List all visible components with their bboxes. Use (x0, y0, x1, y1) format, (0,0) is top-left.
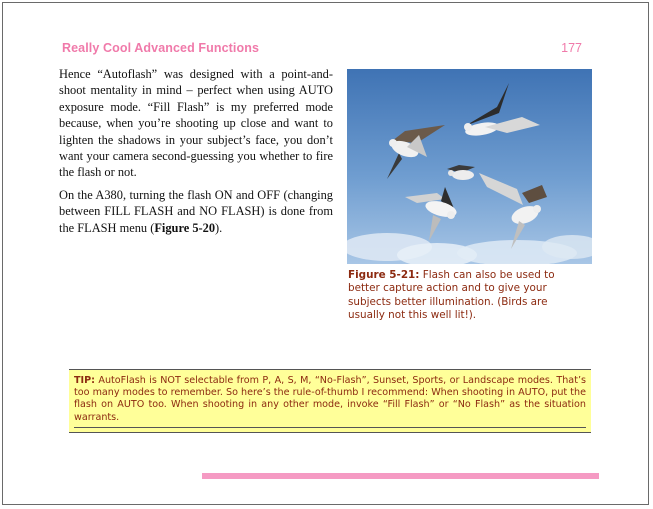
tip-content (74, 375, 586, 428)
figure-caption-text: Flash can also be used to better capture action and to give your subjects better illumination. (Birds are usually not this well lit!). (348, 269, 555, 322)
running-header-title: Really Cool Advanced Functions (62, 41, 260, 55)
page-number: 177 (561, 41, 582, 55)
tip-label: TIP: (74, 375, 95, 386)
tip-callout (69, 369, 591, 433)
body-text (59, 66, 333, 242)
paragraph-flash-menu (59, 187, 333, 236)
paragraph-autoflash: Hence “Autoflash” was designed with a point-and-shoot mentality in mind – perfect when using AUTO exposure mode. “Fill Flash” is my preferred mode because, when you’re shooting up close and want to lighten the shadows in your subject’s face, you don’t want your camera second-guessing you whether to fire the flash or not. (59, 67, 333, 180)
figure-reference: Figure 5-20 (154, 220, 216, 235)
paragraph-flash-menu-lead: On the A380, turning the flash ON and OFF (changing between FILL FLASH and NO FLASH) is done from the FLASH menu ( (59, 187, 333, 235)
figure-photo-seagulls (347, 69, 592, 264)
tip-text: AutoFlash is NOT selectable from P, A, S, M, “No-Flash”, Sunset, Sports, or Landscape modes. That’s too many modes to remember. So here’s the rule-of-thumb I recommend: When shooting in AUTO, put the flash on AUTO too. When shooting in any other mode, invoke “Fill Flash” or “No Flash” as the situation warrants. (74, 375, 586, 423)
document-page (2, 2, 649, 505)
paragraph-flash-menu-tail: ). (215, 220, 223, 235)
seagulls-photo-illustration (347, 69, 592, 264)
figure-caption-label: Figure 5-21: (348, 269, 420, 281)
figure-caption (348, 269, 570, 323)
footer-accent-bar (202, 473, 599, 479)
